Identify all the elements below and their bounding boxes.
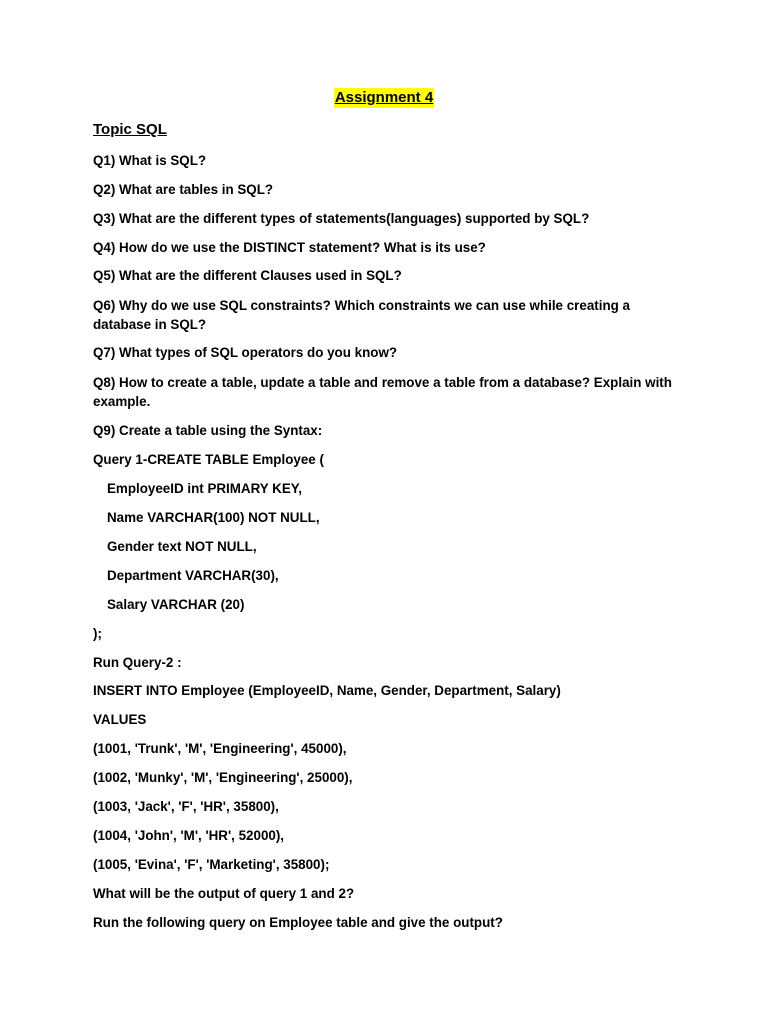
query-1-column-department: Department VARCHAR(30),	[107, 568, 279, 583]
query-1-column-gender: Gender text NOT NULL,	[107, 539, 257, 554]
query-1-create: Query 1-CREATE TABLE Employee (	[93, 452, 324, 467]
question-5: Q5) What are the different Clauses used in SQL?	[93, 268, 402, 283]
question-4: Q4) How do we use the DISTINCT statement? What is its use?	[93, 240, 486, 255]
query-2-heading: Run Query-2 :	[93, 655, 182, 670]
question-7: Q7) What types of SQL operators do you know?	[93, 345, 398, 360]
question-6: Q6) Why do we use SQL constraints? Which constraints we can use while creating a database in SQL?	[93, 298, 630, 332]
question-1: Q1) What is SQL?	[93, 153, 207, 168]
query-2-insert: INSERT INTO Employee (EmployeeID, Name, Gender, Department, Salary)	[93, 683, 561, 698]
question-3: Q3) What are the different types of statements(languages) supported by SQL?	[93, 211, 590, 226]
title-container	[0, 88, 768, 108]
query-2-values-keyword: VALUES	[93, 712, 147, 727]
query-2-value-row-5: (1005, 'Evina', 'F', 'Marketing', 35800);	[93, 857, 330, 872]
topic-heading: Topic SQL	[93, 121, 167, 138]
query-1-close: );	[93, 626, 102, 641]
query-2-value-row-2: (1002, 'Munky', 'M', 'Engineering', 25000),	[93, 770, 353, 785]
query-2-value-row-4: (1004, 'John', 'M', 'HR', 52000),	[93, 828, 285, 843]
query-2-value-row-3: (1003, 'Jack', 'F', 'HR', 35800),	[93, 799, 279, 814]
query-2-value-row-1: (1001, 'Trunk', 'M', 'Engineering', 45000),	[93, 741, 347, 756]
document-title: Assignment 4	[334, 89, 434, 106]
query-1-column-employeeid: EmployeeID int PRIMARY KEY,	[107, 481, 302, 496]
query-1-column-name: Name VARCHAR(100) NOT NULL,	[107, 510, 320, 525]
question-8: Q8) How to create a table, update a table and remove a table from a database? Explain with example.	[93, 375, 672, 409]
question-2: Q2) What are tables in SQL?	[93, 182, 274, 197]
question-9: Q9) Create a table using the Syntax:	[93, 423, 323, 438]
run-query-instruction: Run the following query on Employee table and give the output?	[93, 915, 503, 930]
query-1-column-salary: Salary VARCHAR (20)	[107, 597, 245, 612]
output-question: What will be the output of query 1 and 2?	[93, 886, 355, 901]
